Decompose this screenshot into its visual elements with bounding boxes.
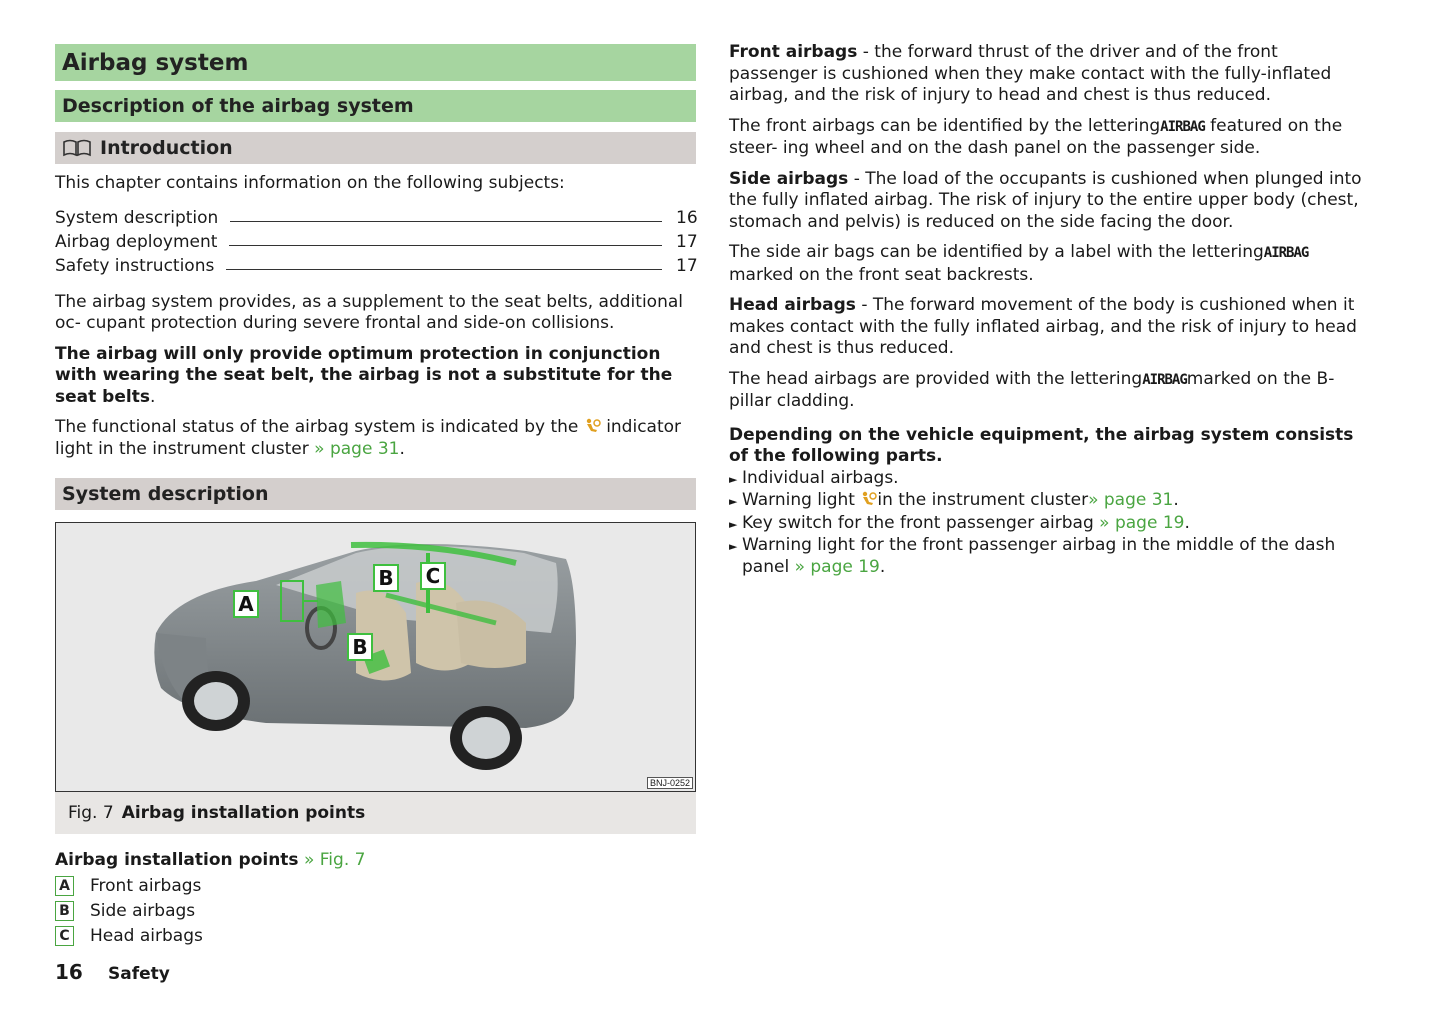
list-item: A Front airbags <box>55 873 696 898</box>
figure-caption: Fig. 7 Airbag installation points <box>55 792 696 834</box>
book-icon <box>62 138 92 158</box>
airbag-lettering: AIRBAG <box>1263 245 1309 261</box>
list-item: ► Warning light for the front passenger airbag in the middle of the dash panel » page 19. <box>729 535 1336 577</box>
figure-label-b-seat: B <box>352 635 368 659</box>
car-illustration <box>56 523 696 792</box>
list-item: C Head airbags <box>55 923 696 948</box>
airbag-lettering: AIRBAG <box>1160 118 1205 135</box>
figure-code: BNJ-0252 <box>647 777 693 789</box>
airbag-figure <box>55 522 696 792</box>
introduction-heading: Introduction <box>55 132 696 164</box>
front-airbags-paragraph: Front airbags - the forward thrust of the driver and of the front passenger is cushioned when they make contact with the fully-inflated airbag, and the risk of injury to head and chest is thus reduced. <box>729 42 1332 105</box>
toc-item[interactable]: Airbag deployment 17 <box>55 231 698 252</box>
head-airbags-paragraph: Head airbags - The forward movement of the body is cushioned when it makes contact with the fully inflated airbag, and the risk of injury to head and chest is thus reduced. <box>729 295 1357 358</box>
page-19-link[interactable]: » page 19 <box>794 556 880 577</box>
paragraph-supplement: The airbag system provides, as a supplement to the seat belts, additional oc- cupant protection during severe frontal and side-on collisions. <box>55 291 683 333</box>
side-airbags-paragraph: Side airbags - The load of the occupants is cushioned when plunged into the fully inflated airbag. The risk of injury to the entire upper body (chest, stomach and pelvis) is reduced on the side facing the door. <box>729 168 1362 232</box>
installation-points-title: Airbag installation points » Fig. 7 <box>55 850 366 870</box>
parts-heading: Depending on the vehicle equipment, the airbag system consists of the following parts. <box>729 424 1354 466</box>
fig-7-link[interactable]: » Fig. 7 <box>303 850 366 870</box>
figure-label-c: C <box>425 564 441 588</box>
right-column <box>729 42 1369 578</box>
head-airbags-id-paragraph: The head airbags are provided with the letteringAIRBAGmarked on the B-pillar cladding. <box>729 368 1335 411</box>
bullet-arrow-icon: ► <box>729 540 738 553</box>
figure-label-b-side: B <box>378 566 394 590</box>
page-31-link[interactable]: » page 31 <box>314 438 400 459</box>
airbag-warning-icon <box>584 418 601 433</box>
page-19-link[interactable]: » page 19 <box>1099 512 1185 533</box>
parts-list <box>729 468 1369 579</box>
airbag-warning-icon <box>860 491 877 506</box>
intro-lead: This chapter contains information on the following subjects: <box>55 173 565 193</box>
page-footer <box>55 960 170 984</box>
section-title: Description of the airbag system <box>55 90 696 122</box>
toc-item[interactable]: Safety instructions 17 <box>55 255 698 276</box>
bullet-arrow-icon: ► <box>729 472 738 486</box>
bullet-arrow-icon: ► <box>729 495 738 508</box>
paragraph-indicator: The functional status of the airbag system is indicated by the indicator light in the instrument cluster » page 31. <box>55 417 682 459</box>
page-31-link[interactable]: » page 31 <box>1088 490 1174 510</box>
list-item: ► Individual airbags. <box>729 468 1369 491</box>
list-item: ► Warning light in the instrument cluster» page 31. <box>729 490 1369 513</box>
section-name: Safety <box>108 964 170 984</box>
list-item: B Side airbags <box>55 898 696 923</box>
table-of-contents <box>55 204 696 276</box>
list-item: ► Key switch for the front passenger airbag » page 19. <box>729 513 1369 536</box>
letter-marker: C <box>55 926 74 946</box>
system-description-heading: System description <box>55 478 696 510</box>
page-number: 16 <box>55 960 83 984</box>
left-column <box>55 44 696 948</box>
front-airbags-id-paragraph: The front airbags can be identified by the letteringAIRBAG featured on the steer- ing wheel and on the dash panel on the passenger side. <box>729 115 1343 158</box>
paragraph-seatbelt-warning: The airbag will only provide optimum protection in conjunction with wearing the seat belt, the airbag is not a substitute for the seat belts. <box>55 343 673 407</box>
letter-marker: A <box>55 876 74 896</box>
letter-marker: B <box>55 901 74 921</box>
side-airbags-id-paragraph: The side air bags can be identified by a label with the letteringAIRBAG marked on the front seat backrests. <box>729 242 1309 285</box>
bullet-arrow-icon: ► <box>729 517 738 531</box>
toc-item[interactable]: System description 16 <box>55 207 698 228</box>
chapter-title: Airbag system <box>55 44 696 81</box>
figure-label-a: A <box>238 592 254 616</box>
airbag-lettering: AIRBAG <box>1142 371 1187 388</box>
